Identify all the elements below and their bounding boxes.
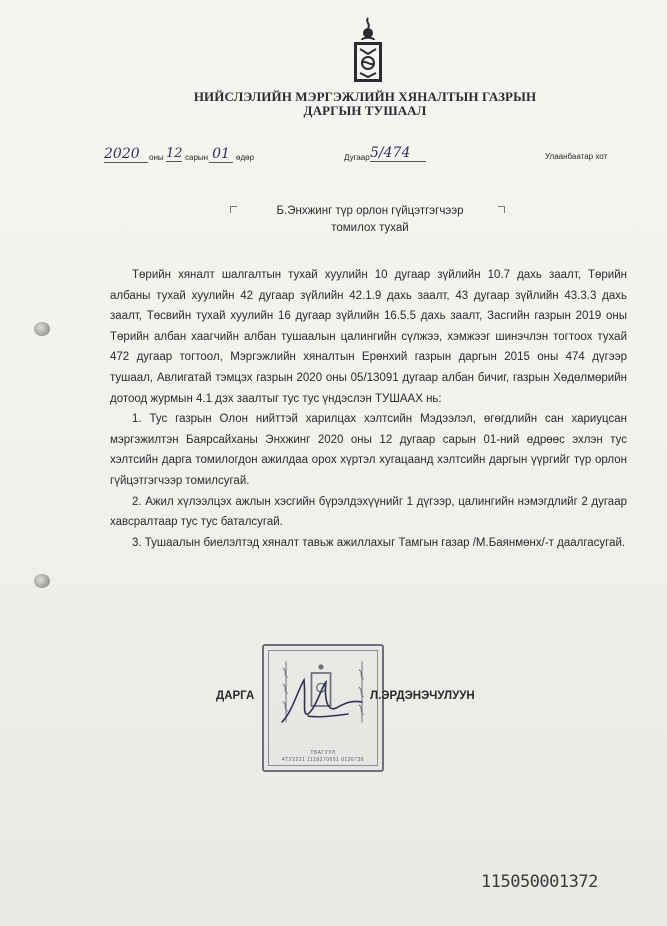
punch-hole-top — [34, 322, 50, 336]
year-label: оны — [149, 153, 164, 162]
year-value: 2020 — [104, 146, 148, 163]
order-item-1: 1. Тус газрын Олон нийттэй харилцах хэлтсийн Мэдээлэл, өгөгдлийн сан хариуцсан мэргэжилтэн Баярсайханы Энхжинг 2020 оны 12 дугаар сарын 01-ний өдрөөс эхлэн тус хэлтсийн дарга томилогдон ажилдаа орох хүртэл хугацаанд хэлтсийн даргын үүргийг түр орлон гүйцэтгэгчээр томилсугай. — [110, 413, 627, 487]
day-label: өдөр — [236, 153, 255, 162]
punch-hole-bottom — [34, 574, 50, 588]
order-item-2: 2. Ажил хүлээлцэх ажлын хэсгийн бүрэлдэхүүнийг 1 дүгээр, цалингийн нэмэгдлийг 2 дугаар хавсралтаар тус тус баталсугай. — [110, 495, 627, 529]
signatory-name: Л.ЭРДЭНЭЧУЛУУН — [370, 690, 475, 702]
handwritten-signature — [278, 672, 368, 732]
serial-number: 115050001372 — [481, 872, 598, 892]
day-value: 01 — [209, 146, 233, 163]
number-value: 5/474 — [370, 145, 426, 162]
signature-title: ДАРГА — [216, 690, 255, 702]
number-label: Дугаар — [344, 153, 370, 162]
subject-line-2: томилох тухай — [331, 222, 409, 234]
month-value: 12 — [166, 146, 183, 161]
stamp-line-2: 4ТУ2221 1118270601 0126736 — [281, 757, 365, 763]
organization-name: НИЙСЛЭЛИЙН МЭРГЭЖЛИЙН ХЯНАЛТЫН ГАЗРЫН — [193, 89, 537, 104]
body-text — [110, 265, 627, 553]
document-type: ДАРГЫН ТУШААЛ — [303, 103, 427, 118]
soyombo-emblem-icon — [350, 16, 386, 86]
stamp-text — [272, 750, 374, 764]
order-item-3: 3. Тушаалын биелэлтэд хяналт тавьж ажиллахыг Тамгын газар /М.Баянмөнх/-т даалгасугай. — [132, 536, 626, 549]
subject-line-1: Б.Энхжинг түр орлон гүйцэтгэгчээр — [276, 205, 464, 217]
organization-header — [0, 90, 667, 118]
stamp-line-1: ТБАГУУЛ — [310, 750, 336, 756]
month-label: сарын — [185, 153, 209, 162]
preamble-paragraph: Төрийн хяналт шалгалтын тухай хуулийн 10 дугаар зүйлийн 10.7 дахь заалт, Төрийн албаны тухай хуулийн 42 дугаар зүйлийн 42.1.9 дахь заалт, 43 дугаар зүйлийн 43.3.3 дахь заалт, Төсвийн тухай хуулийн 16 дугаар зүйлийн 16.5.5 дахь заалт, Засгийн газрын 2019 оны Төрийн албан хаагчийн албан тушаалын цалингийн сүлжээ, хэмжээг шинэчлэн тогтоох тухай 472 дугаар тогтоол, Мэргэжлийн хяналтын Ерөнхий газрын даргын 2015 оны 474 дүгээр тушаал, Авлигатай тэмцэх газрын 2020 оны 05/13091 дугаар албан бичиг, газрын Хөдөлмөрийн дотоод журмын 4.1 дэх заалтыг тус тус үндэслэн ТУШААХ нь: — [110, 269, 627, 405]
city-label: Улаанбаатар хот — [545, 152, 608, 161]
subject — [220, 203, 520, 237]
